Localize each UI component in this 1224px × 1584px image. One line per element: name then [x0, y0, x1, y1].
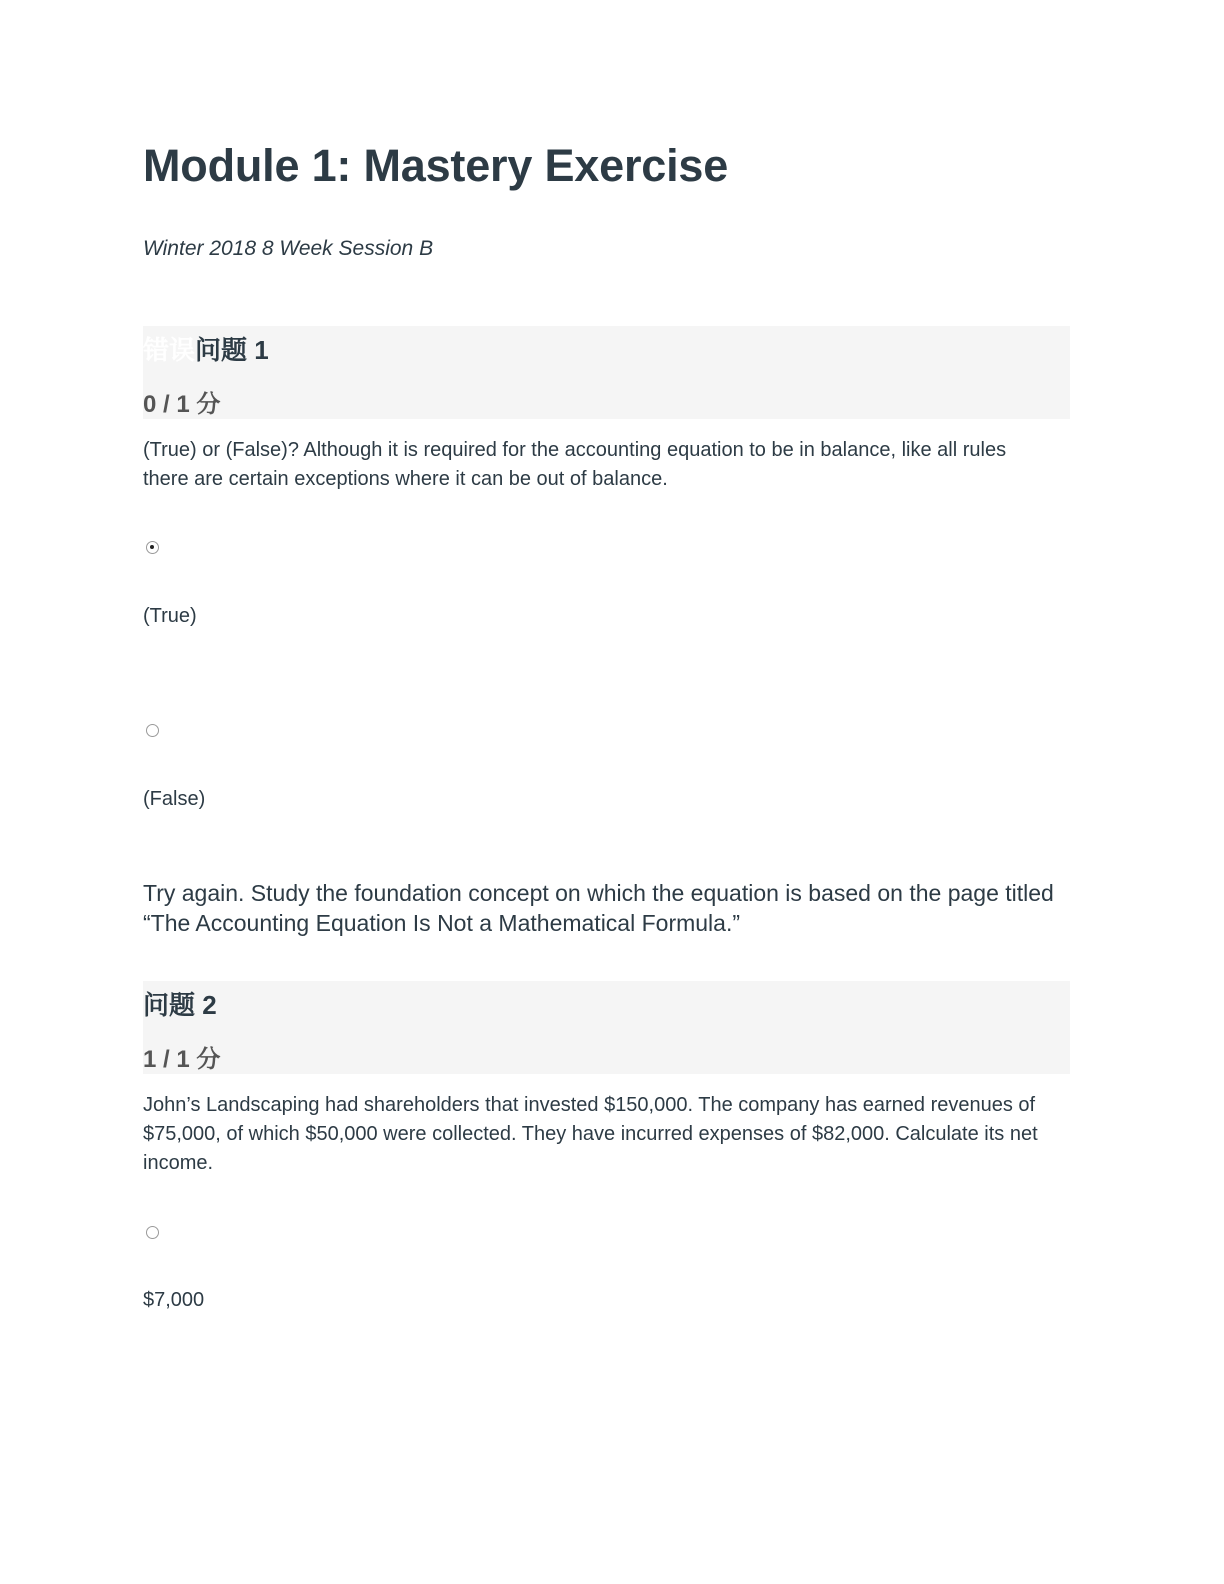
page-title: Module 1: Mastery Exercise [143, 140, 729, 191]
answer-7000-radio[interactable] [146, 1226, 159, 1239]
question-1-label: 问题 1 [195, 335, 269, 365]
incorrect-flag: 错误 [143, 335, 196, 365]
answer-true-radio[interactable] [146, 541, 159, 554]
answer-7000-label: $7,000 [143, 1289, 205, 1311]
question-2-header [143, 981, 1070, 1074]
question-1-feedback: Try again. Study the foundation concept on which the equation is based on the page titled “The Accounting Equation Is Not a Mathematical Formula.” [143, 880, 1054, 936]
answer-true-label: (True) [143, 605, 197, 627]
question-2-title: 问题 2 [143, 990, 217, 1020]
answer-false-label: (False) [143, 788, 206, 810]
question-1-text: (True) or (False)? Although it is required for the accounting equation to be in balance, like all rules there are certain exceptions where it can be out of balance. [143, 439, 1007, 490]
course-session: Winter 2018 8 Week Session B [143, 237, 434, 260]
question-1-points: 0 / 1 分 [143, 391, 221, 418]
question-2-points: 1 / 1 分 [143, 1046, 221, 1073]
answer-false-radio[interactable] [146, 724, 159, 737]
question-1-header [143, 326, 1070, 419]
question-1-title [143, 330, 269, 367]
question-2-text: John’s Landscaping had shareholders that invested $150,000. The company has earned revenues of $75,000, of which $50,000 were collected. They have incurred expenses of $82,000. Calculate its net income. [143, 1094, 1038, 1174]
